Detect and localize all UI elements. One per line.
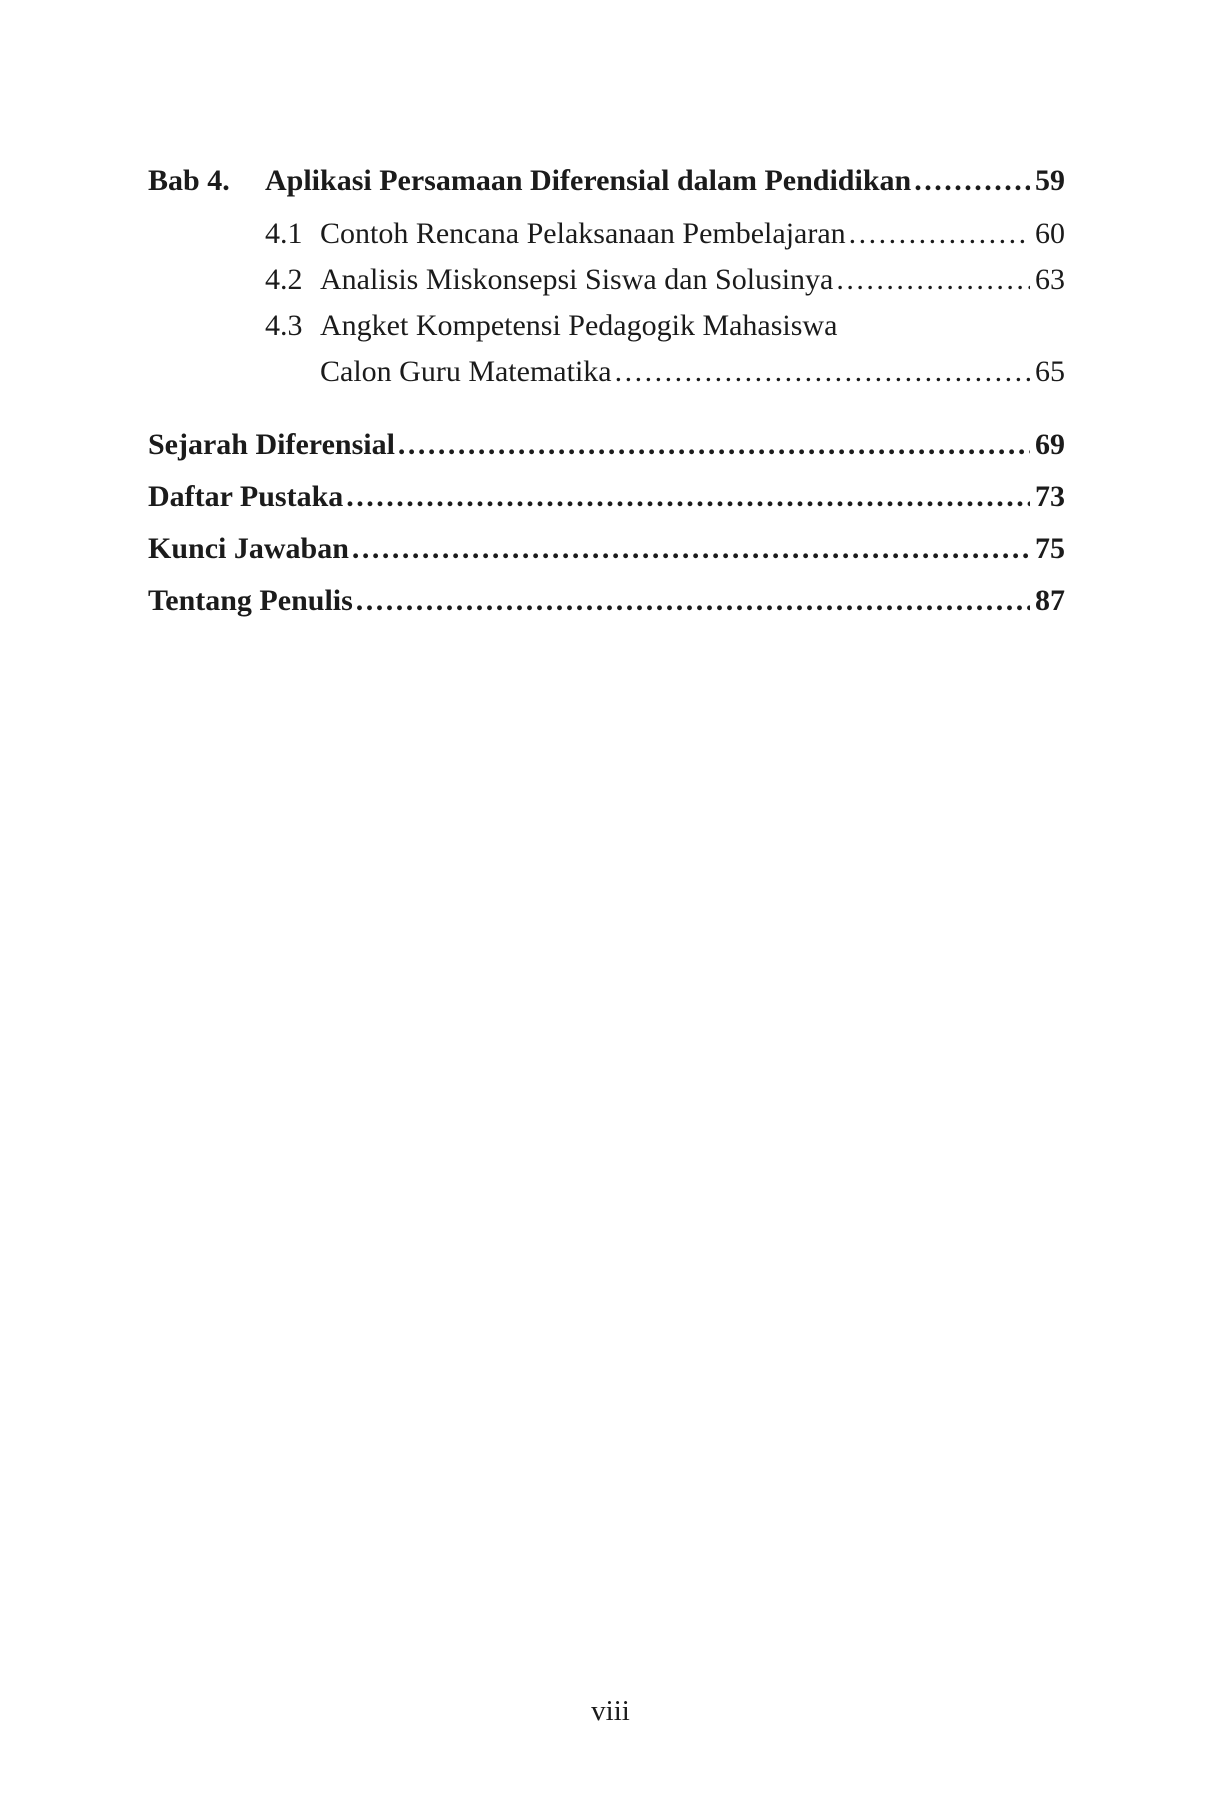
entry-page-number: 65 [1035, 355, 1065, 388]
entry-title: Analisis Miskonsepsi Siswa dan Solusinya [320, 263, 834, 296]
entry-number: 4.2 [265, 263, 303, 296]
dot-leader [349, 526, 1030, 572]
section-page-number: 73 [1035, 480, 1065, 513]
toc-entry [148, 211, 1065, 257]
toc-entry-continuation [148, 349, 1065, 395]
table-of-contents [148, 158, 1065, 624]
toc-entry [148, 257, 1065, 303]
entry-title: Contoh Rencana Pelaksanaan Pembelajaran [320, 217, 846, 250]
section-title: Tentang Penulis [148, 584, 353, 617]
section-title: Daftar Pustaka [148, 480, 344, 513]
toc-section-row [148, 578, 1065, 624]
dot-leader [343, 474, 1030, 520]
chapter-title: Aplikasi Persamaan Diferensial dalam Pendidikan [265, 164, 912, 197]
chapter-number-label: Bab 4. [148, 164, 230, 197]
entry-number: 4.1 [265, 217, 303, 250]
toc-section-row [148, 422, 1065, 468]
dot-leader [846, 211, 1030, 257]
toc-backmatter-sections [148, 422, 1065, 624]
section-title: Kunci Jawaban [148, 532, 349, 565]
dot-leader [612, 349, 1030, 395]
folio-page-number: viii [591, 1695, 630, 1727]
section-page-number: 87 [1035, 584, 1065, 617]
section-page-number: 69 [1035, 428, 1065, 461]
section-page-number: 75 [1035, 532, 1065, 565]
page-footer [0, 1694, 1221, 1728]
dot-leader [911, 158, 1030, 204]
toc-chapter-row [148, 158, 1065, 204]
dot-leader [395, 422, 1030, 468]
chapter-page-number: 59 [1035, 164, 1065, 197]
section-title: Sejarah Diferensial [148, 428, 395, 461]
dot-leader [833, 257, 1030, 303]
entry-number: 4.3 [265, 309, 303, 342]
toc-section-row [148, 526, 1065, 572]
entry-page-number: 60 [1035, 217, 1065, 250]
toc-entry [148, 303, 1065, 349]
toc-section-row [148, 474, 1065, 520]
entry-title-continued: Calon Guru Matematika [320, 355, 612, 388]
dot-leader [353, 578, 1030, 624]
entry-title: Angket Kompetensi Pedagogik Mahasiswa [320, 309, 838, 342]
entry-page-number: 63 [1035, 263, 1065, 296]
